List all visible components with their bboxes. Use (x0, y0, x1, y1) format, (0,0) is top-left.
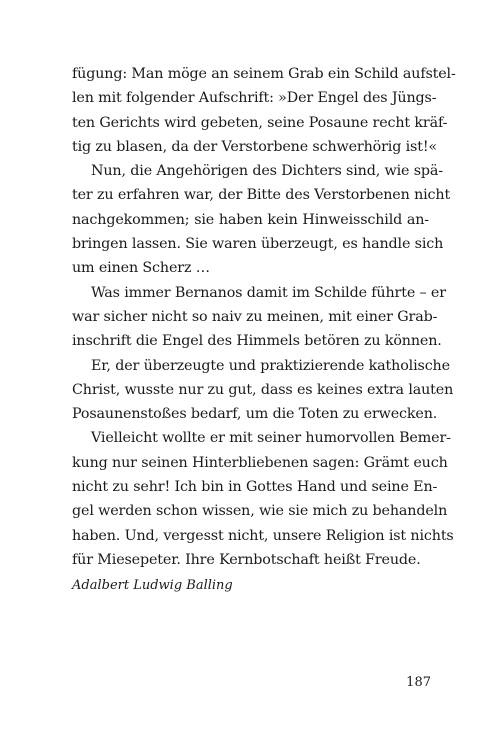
text-line: Vielleicht wollte er mit seiner humorvollen Bemer- (91, 430, 451, 447)
text-line: gel werden schon wissen, wie sie mich zu behandeln (72, 503, 448, 520)
author-signature: Adalbert Ludwig Balling (72, 578, 233, 594)
page-number: 187 (406, 675, 431, 690)
text-line: ten Gerichts wird gebeten, seine Posaune recht kräf- (72, 114, 448, 131)
text-line: Posaunenstoßes bedarf, um die Toten zu erwecken. (72, 406, 438, 423)
page-body (72, 62, 456, 598)
paragraph-4 (72, 354, 454, 427)
text-line: Was immer Bernanos damit im Schilde führte – er (91, 284, 446, 301)
paragraph-1 (72, 62, 456, 159)
paragraph-3 (72, 281, 446, 354)
text-line: haben. Und, vergesst nicht, unsere Religion ist nichts (72, 527, 454, 544)
text-line: len mit folgender Aufschrift: »Der Engel des Jüngs- (72, 90, 437, 107)
text-line: für Miesepeter. Ihre Kernbotschaft heißt Freude. (72, 551, 421, 568)
text-line: um einen Scherz … (72, 260, 210, 277)
text-line: war sicher nicht so naiv zu meinen, mit einer Grab- (72, 308, 438, 325)
text-line: bringen lassen. Sie waren überzeugt, es handle sich (72, 236, 444, 253)
text-line: inschrift die Engel des Himmels betören zu können. (72, 333, 442, 350)
text-line: ter zu erfahren war, der Bitte des Verstorbenen nicht (72, 187, 451, 204)
text-line: nachgekommen; sie haben kein Hinweisschild an- (72, 211, 429, 228)
paragraph-5 (72, 426, 454, 572)
text-line: Er, der überzeugte und praktizierende katholische (91, 357, 450, 374)
text-line: fügung: Man möge an seinem Grab ein Schild aufstel- (72, 66, 456, 82)
text-line: tig zu blasen, da der Verstorbene schwerhörig ist!« (72, 138, 438, 155)
text-line: Nun, die Angehörigen des Dichters sind, wie spä- (91, 163, 443, 180)
paragraph-2 (72, 159, 451, 280)
text-line: kung nur seinen Hinterbliebenen sagen: Grämt euch (72, 454, 448, 471)
text-line: nicht zu sehr! Ich bin in Gottes Hand und seine En- (72, 479, 438, 496)
text-line: Christ, wusste nur zu gut, dass es keines extra lauten (72, 381, 454, 398)
